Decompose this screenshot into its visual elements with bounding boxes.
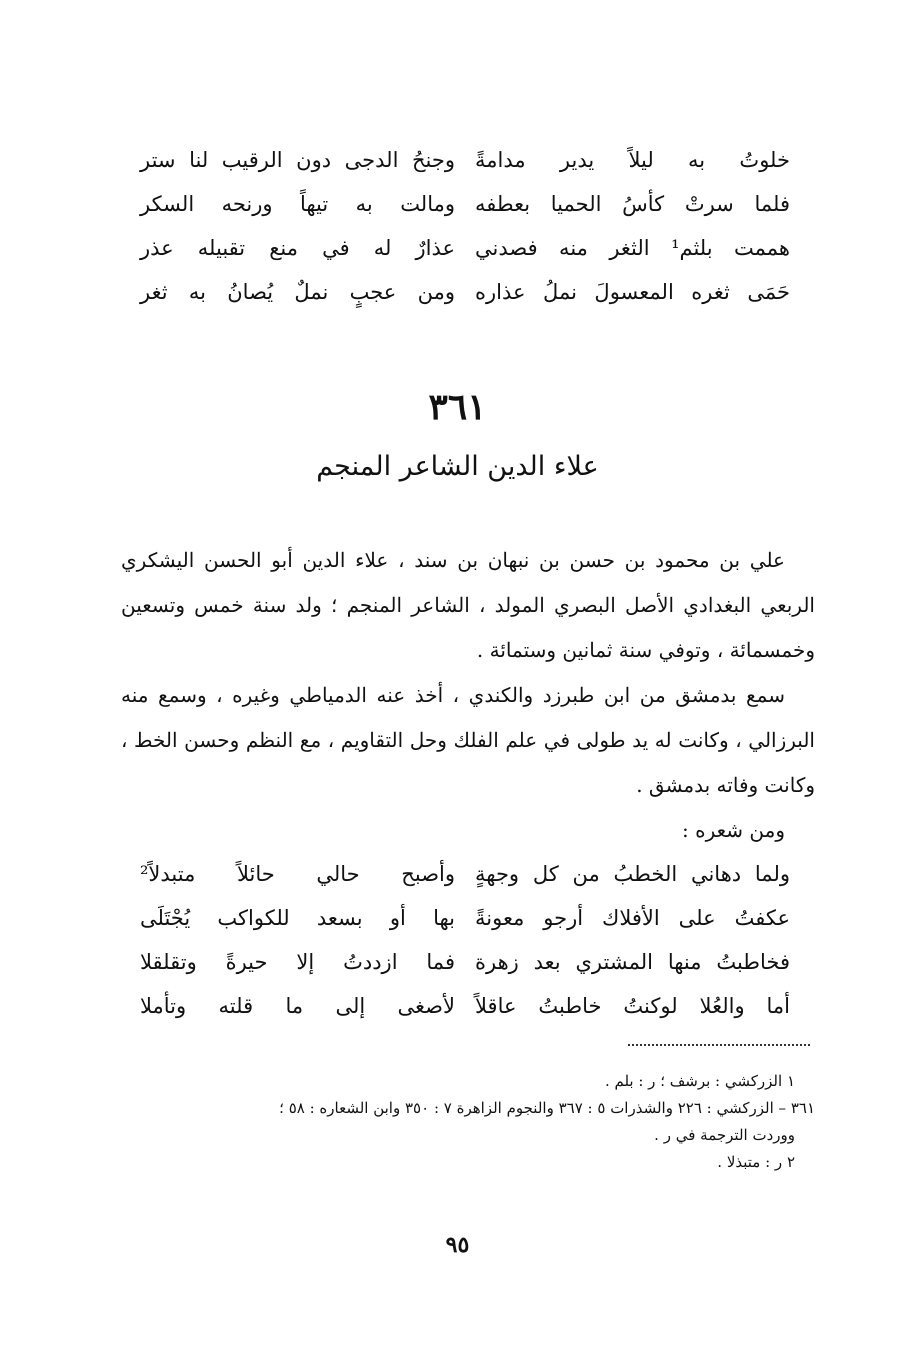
verse-second-hemistich: وجنحُ الدجى دون الرقيب لنا ستر (140, 148, 455, 172)
verse (140, 182, 790, 226)
verse-second-hemistich: فما ازددتُ إلا حيرةً وتقلقلا (140, 950, 455, 974)
verse (140, 138, 790, 182)
verse-second-hemistich: ومالت به تيهاً ورنحه السكر (140, 192, 455, 216)
verse (140, 270, 790, 314)
verse (140, 940, 790, 984)
verse (140, 984, 790, 1028)
biography-text (121, 538, 815, 853)
verse-first-hemistich: ولما دهاني الخطبُ من كل وجهةٍ (475, 862, 790, 886)
footnote-sources-continued: ووردت الترجمة في ر . (654, 1126, 795, 1144)
verse-first-hemistich: أما والعُلا لوكنتُ خاطبتُ عاقلاً (475, 994, 790, 1018)
verse-second-hemistich: بها أو بسعد للكواكب يُجْتَلَى (140, 906, 455, 930)
footnotes (95, 1068, 815, 1176)
biography-paragraph: سمع بدمشق من ابن طبرزد والكندي ، أخذ عنه الدمياطي وغيره ، وسمع منه البرزالي ، وكانت له يد طولى في علم الفلك وحل التقاويم ، مع النظم وحسن الخط ، وكانت وفاته بدمشق . (121, 683, 815, 797)
footnote: ٢ ر : متبذلا . (717, 1153, 795, 1171)
footnote: ١ الزركشي : برشف ؛ ر : بلم . (604, 1072, 795, 1090)
biography-paragraph: علي بن محمود بن حسن بن نبهان بن سند ، علاء الدين أبو الحسن اليشكري الربعي البغدادي الأصل البصري المولد ، الشاعر المنجم ؛ ولد سنة خمس وتسعين وخمسمائة ، وتوفي سنة ثمانين وستمائة . (121, 548, 815, 662)
opening-poem (140, 138, 790, 314)
poem (140, 852, 790, 1028)
verse-second-hemistich: لأصغى إلى ما قلته وتأملا (140, 994, 455, 1018)
poem-intro: ومن شعره : (682, 818, 785, 842)
verse-second-hemistich: ومن عجبٍ نملٌ يُصانُ به ثغر (140, 280, 455, 304)
verse-first-hemistich: فلما سرتْ كأسُ الحميا بعطفه (475, 192, 790, 216)
page-number: ٩٥ (445, 1232, 470, 1258)
verse (140, 852, 790, 896)
verse-first-hemistich: هممت بلثم¹ الثغر منه فصدني (475, 236, 791, 260)
verse-second-hemistich: عذارٌ له في منع تقبيله عذر (140, 236, 455, 260)
verse-second-hemistich: وأصبح حالي حائلاً متبدلاً² (140, 862, 455, 886)
verse (140, 226, 790, 270)
verse-first-hemistich: حَمَى ثغره المعسولَ نملُ عذاره (475, 280, 790, 304)
verse (140, 896, 790, 940)
footnote-sources: ٣٦١ – الزركشي : ٢٢٦ والشذرات ٥ : ٣٦٧ والنجوم الزاهرة ٧ : ٣٥٠ وابن الشعاره : ٥٨ ؛ (279, 1099, 815, 1117)
verse-first-hemistich: خلوتُ به ليلاً يدير مدامةً (475, 148, 790, 172)
entry-number: ٣٦١ (428, 386, 487, 428)
footnote-divider (628, 1044, 810, 1046)
verse-first-hemistich: عكفتُ على الأفلاك أرجو معونةً (475, 906, 790, 930)
entry-title: علاء الدين الشاعر المنجم (316, 451, 599, 482)
verse-first-hemistich: فخاطبتُ منها المشتري بعد زهرة (475, 950, 790, 974)
